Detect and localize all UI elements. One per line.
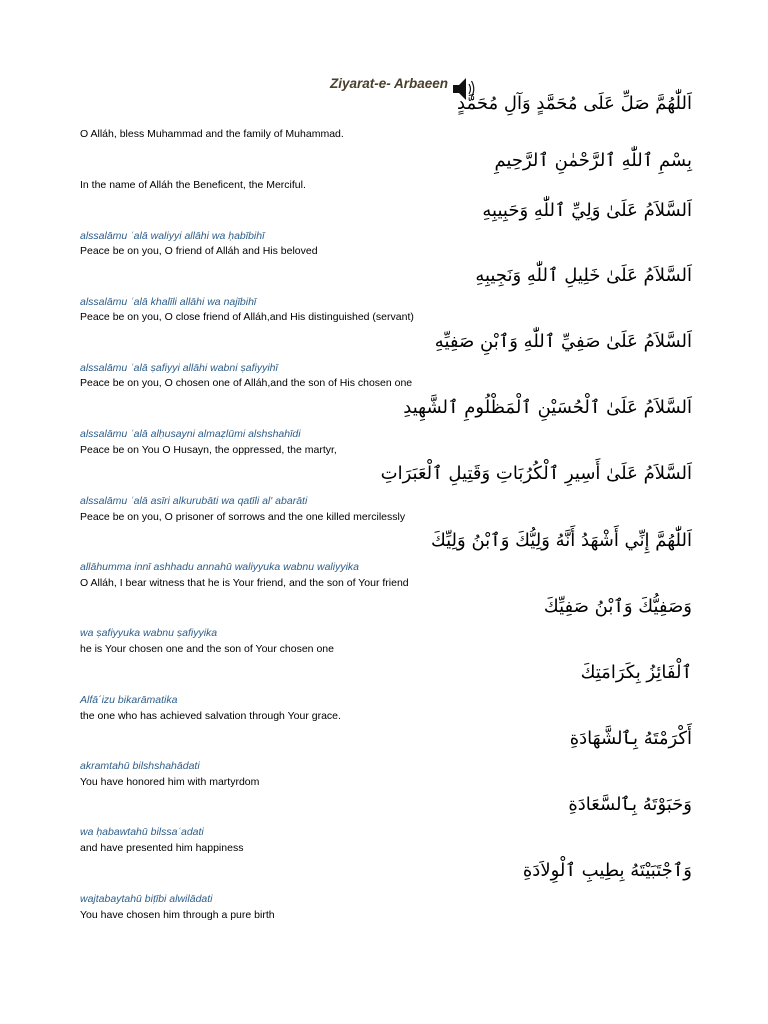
verse-transliteration: akramtahū bilshshahādati — [80, 760, 200, 772]
arabic-verse: اَلسَّلاَمُ عَلَىٰ أَسِيرِ ٱلْكُرُبَاتِ وَقَتِيلِ ٱلْعَبَرَاتِ — [380, 463, 692, 484]
verse-transliteration: wajtabaytahū biṭībi alwilādati — [80, 893, 213, 905]
arabic-verse: اَللّٰهُمَّ إِنِّي أَشْهَدُ أَنَّهُ وَلِيُّكَ وَٱبْنُ وَلِيِّكَ — [430, 530, 692, 551]
verse-translation: Peace be on You O Husayn, the oppressed, the martyr, — [80, 444, 337, 456]
arabic-verse: اَلسَّلاَمُ عَلَىٰ صَفِيِّ ٱللّٰهِ وَٱبْنِ صَفِيِّهِ — [434, 331, 692, 352]
verse-transliteration: wa ḥabawtahū bilssaʿadati — [80, 826, 204, 838]
verse-translation: Peace be on you, O chosen one of Alláh,and the son of His chosen one — [80, 377, 413, 389]
verse-transliteration: alssalāmu ʿalā ṣafiyyi allāhi wabni ṣafiyyihī — [80, 362, 278, 374]
verse-transliteration: alssalāmu ʿalā asīri alkurubāti wa qatīli al' abarāti — [80, 495, 308, 507]
verse-translation: You have honored him with martyrdom — [80, 776, 260, 788]
verse-translation: You have chosen him through a pure birth — [80, 909, 275, 921]
arabic-verse: اَلسَّلاَمُ عَلَىٰ وَلِيِّ ٱللّٰهِ وَحَبِيبِهِ — [482, 200, 692, 221]
verse-translation: he is Your chosen one and the son of Your chosen one — [80, 643, 334, 655]
verse-transliteration: alssalāmu ʿalā khalīli allāhi wa najībihī — [80, 296, 257, 308]
verse-translation: and have presented him happiness — [80, 842, 244, 854]
arabic-verse: اَلسَّلاَمُ عَلَىٰ خَلِيلِ ٱللّٰهِ وَنَجِيبِهِ — [475, 265, 692, 286]
verse-translation: O Alláh, bless Muhammad and the family of Muhammad. — [80, 128, 344, 140]
verse-translation: Peace be on you, O close friend of Alláh,and His distinguished (servant) — [80, 311, 414, 323]
verse-translation: In the name of Alláh the Beneficent, the Merciful. — [80, 179, 306, 191]
verse-translation: Peace be on you, O prisoner of sorrows and the one killed mercilessly — [80, 511, 406, 523]
arabic-verse: اَللّٰهُمَّ صَلِّ عَلَى مُحَمَّدٍ وَآلِ مُحَمَّدٍ — [457, 93, 692, 114]
verse-transliteration: alssalāmu ʿalā alḥusayni almaẓlūmi alshshahīdi — [80, 428, 301, 440]
verse-translation: the one who has achieved salvation through Your grace. — [80, 710, 341, 722]
arabic-verse: اَلسَّلاَمُ عَلَىٰ ٱلْحُسَيْنِ ٱلْمَظْلُومِ ٱلشَّهِيدِ — [403, 397, 692, 418]
arabic-verse: وَحَبَوْتَهُ بِٱلسَّعَادَةِ — [568, 794, 692, 815]
verse-translation: Peace be on you, O friend of Alláh and His beloved — [80, 245, 318, 257]
arabic-verse: ٱلْفَائِزُ بِكَرَامَتِكَ — [580, 662, 692, 683]
document-title: Ziyarat-e- Arbaeen — [330, 76, 449, 91]
arabic-verse: بِسْمِ ٱللّٰهِ ٱلرَّحْمٰنِ ٱلرَّحِيمِ — [494, 150, 692, 171]
arabic-verse: أَكْرَمْتَهُ بِٱلشَّهَادَةِ — [569, 728, 692, 749]
verse-transliteration: wa ṣafiyyuka wabnu ṣafiyyika — [80, 627, 218, 639]
arabic-verse: وَٱجْتَبَيْتَهُ بِطِيبِ ٱلْوِلاَدَةِ — [522, 860, 692, 881]
verse-transliteration: alssalāmu ʿalā waliyyi allāhi wa ḥabībihī — [80, 230, 265, 242]
verse-transliteration: Alfā´izu bikarāmatika — [80, 694, 178, 706]
arabic-verse: وَصَفِيُّكَ وَٱبْنُ صَفِيِّكَ — [543, 596, 692, 617]
verse-transliteration: allāhumma innī ashhadu annahū waliyyuka wabnu waliyyika — [80, 561, 359, 573]
verse-translation: O Alláh, I bear witness that he is Your friend, and the son of Your friend — [80, 577, 409, 589]
